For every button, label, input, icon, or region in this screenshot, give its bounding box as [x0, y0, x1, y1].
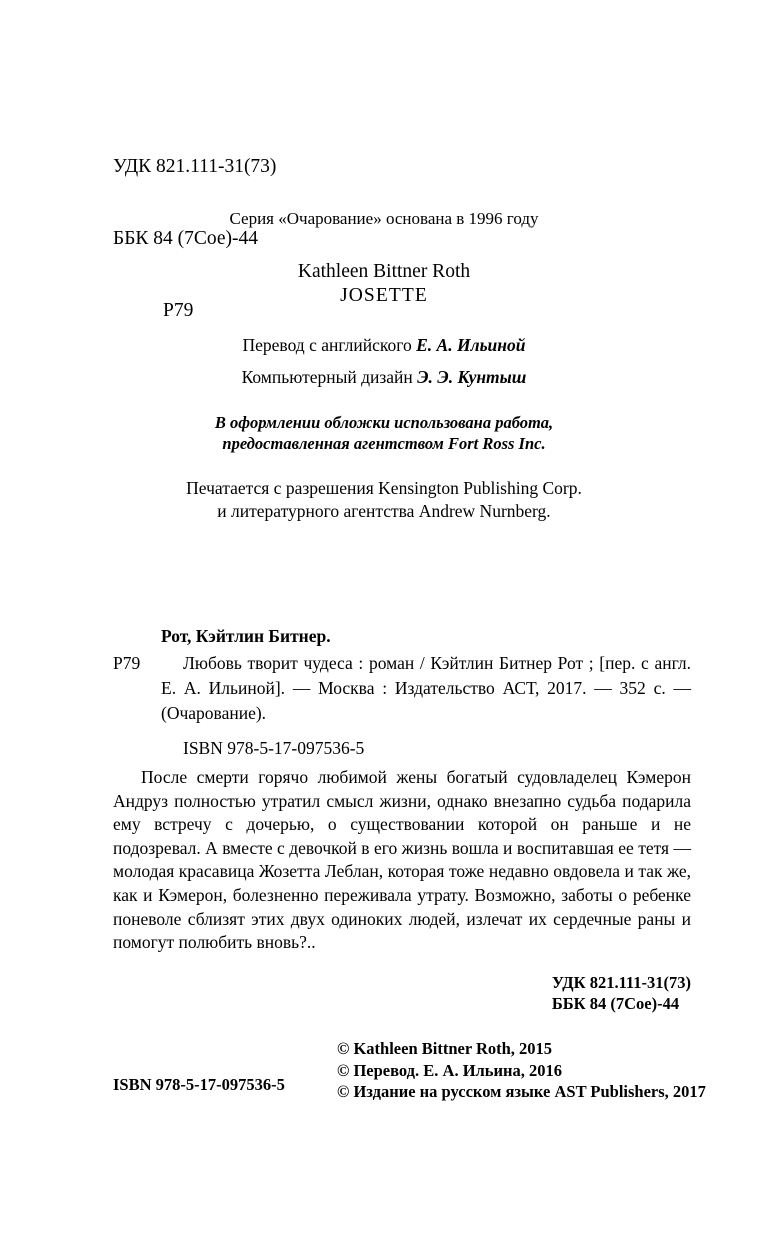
- cover-art-credit-line-1: В оформлении обложки использована работа,: [214, 413, 554, 432]
- original-title: JOSETTE: [340, 285, 428, 306]
- original-author-name: Kathleen Bittner Roth: [297, 261, 471, 282]
- udk-code-bottom: УДК 821.111-31(73): [551, 973, 691, 992]
- copyright-line-translation: © Перевод. Е. А. Ильина, 2016: [337, 1060, 563, 1080]
- translator-credit: [0, 334, 768, 357]
- udk-code-top: УДК 821.111-31(73): [113, 156, 277, 177]
- designer-credit: [0, 366, 768, 389]
- record-author-mark: Р79: [113, 653, 141, 673]
- designer-name: Э. Э. Кунтыш: [417, 367, 527, 387]
- author-mark-top: Р79: [163, 300, 194, 321]
- bbk-code-bottom: ББК 84 (7Сое)-44: [551, 994, 680, 1013]
- record-description: [161, 651, 691, 726]
- book-annotation: После смерти горячо любимой жены богатый судовладелец Кэмерон Андруз полностью утратил смысл жизни, однако внезапно судьба подарила ему встречу с дочерью, о существовании которой он раньше и не подозревал. А вместе с девочкой в его жизнь вошла и воспитавшая ее тетя — молодая красавица Жозетта Леблан, которая тоже недавно овдовела и так же, как и Кэмерон, болезненно переживала утрату. Возможно, заботы о ребенке поневоле сблизят этих двух одиноких людей, излечат их сердечные раны и помогут полюбить вновь?..: [113, 767, 691, 953]
- bbk-code-top: ББК 84 (7Сое)-44: [113, 228, 259, 249]
- translator-credit-lead: Перевод с английского: [242, 335, 417, 355]
- permission-line-2: и литературного агентства Andrew Nurnberg.: [217, 501, 551, 521]
- isbn-bottom: ISBN 978-5-17-097536-5: [113, 1075, 285, 1094]
- record-author-heading: Рот, Кэйтлин Битнер.: [161, 626, 331, 646]
- copyright-line-publisher: © Издание на русском языке AST Publishers, 2017: [337, 1082, 706, 1101]
- cataloging-record: [113, 624, 691, 726]
- copyright-block: [337, 1038, 706, 1103]
- cover-art-credit-line-2: предоставленная агентством Fort Ross Inc.: [222, 434, 546, 453]
- cover-art-credit: [0, 412, 768, 454]
- permission-notice: [0, 477, 768, 523]
- copyright-line-author: © Kathleen Bittner Roth, 2015: [337, 1039, 553, 1058]
- translator-name: Е. А. Ильиной: [416, 335, 526, 355]
- permission-line-1: Печатается с разрешения Kensington Publishing Corp.: [186, 478, 582, 498]
- designer-credit-lead: Компьютерный дизайн: [241, 367, 418, 387]
- isbn-record: ISBN 978-5-17-097536-5: [183, 738, 365, 758]
- series-line: Серия «Очарование» основана в 1996 году: [229, 209, 539, 228]
- record-body: [113, 651, 691, 726]
- record-description-text: Любовь творит чудеса : роман / Кэйтлин Битнер Рот ; [пер. с англ. Е. А. Ильиной]. — Москва : Издательство АСТ, 2017. — 352 с. — (Очарование).: [161, 653, 691, 723]
- credits-block: [0, 208, 768, 523]
- bottom-classification-block: [552, 972, 691, 1014]
